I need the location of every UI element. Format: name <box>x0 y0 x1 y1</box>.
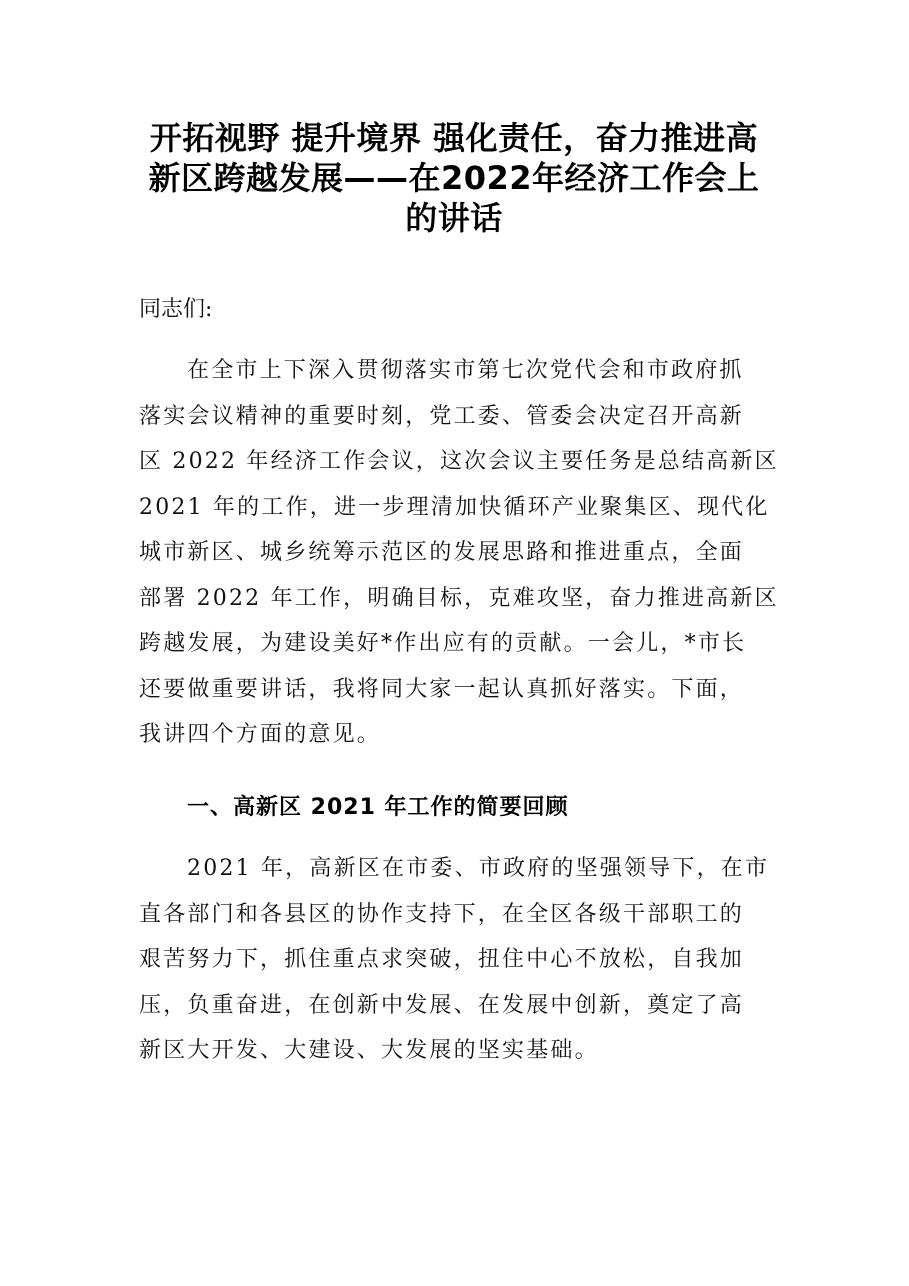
paragraph-1-line-7: 跨越发展，为建设美好*作出应有的贡献。一会儿，*市长 <box>139 631 747 656</box>
paragraph-1-line-5: 城市新区、城乡统筹示范区的发展思路和推进重点，全面 <box>139 540 745 565</box>
paragraph-2 <box>139 846 771 1074</box>
paragraph-1-line-2: 落实会议精神的重要时刻，党工委、管委会决定召开高新 <box>139 403 745 429</box>
paragraph-1-line-3: 区 2022 年经济工作会议，这次会议主要任务是总结高新区 <box>139 449 779 474</box>
paragraph-1-line-4: 2021 年的工作，进一步理清加快循环产业聚集区、现代化 <box>139 494 770 520</box>
salutation: 同志们: <box>139 297 213 322</box>
paragraph-2-line-4: 压，负重奋进，在创新中发展、在发展中创新，奠定了高 <box>139 992 745 1018</box>
section-1-heading: 一、高新区 2021 年工作的简要回顾 <box>187 795 569 820</box>
paragraph-1-line-9: 我讲四个方面的意见。 <box>139 722 382 747</box>
paragraph-1-line-8: 还要做重要讲话，我将同大家一起认真抓好落实。下面， <box>139 676 745 702</box>
paragraph-2-line-3: 艰苦努力下，抓住重点求突破，扭住中心不放松，自我加 <box>139 947 745 972</box>
title-line-3: 的讲话 <box>405 199 503 237</box>
paragraph-1-line-1: 在全市上下深入贯彻落实市第七次党代会和市政府抓 <box>187 358 744 383</box>
paragraph-2-line-1: 2021 年，高新区在市委、市政府的坚强领导下，在市 <box>187 856 770 881</box>
paragraph-1 <box>139 348 779 758</box>
paragraph-1-line-6: 部署 2022 年工作，明确目标，克难攻坚，奋力推进高新区 <box>139 585 779 611</box>
paragraph-2-line-2: 直各部门和各县区的协作支持下，在全区各级干部职工的 <box>139 901 745 927</box>
document-title <box>120 118 788 238</box>
paragraph-2-line-5: 新区大开发、大建设、大发展的坚实基础。 <box>139 1038 599 1063</box>
title-line-2: 新区跨越发展——在2022年经济工作会上 <box>148 159 760 197</box>
title-line-1: 开拓视野 提升境界 强化责任，奋力推进高 <box>149 119 759 157</box>
